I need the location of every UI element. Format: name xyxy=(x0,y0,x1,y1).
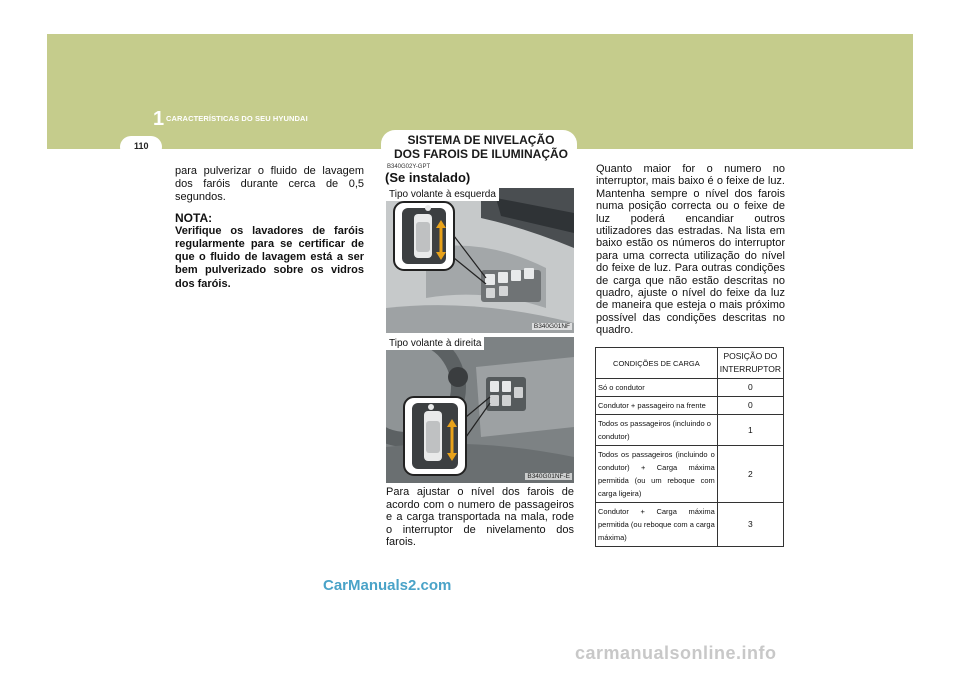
chapter-number: 1 xyxy=(153,108,165,130)
page-number: 110 xyxy=(134,141,149,151)
nota-text: Verifique os lavadores de faróis regularmente para se certificar de que o fluido de lavagem está a ser bem pulverizado sobre os vidros dos faróis. xyxy=(175,224,364,290)
section-title-line1: SISTEMA DE NIVELAÇÃO xyxy=(407,133,555,147)
figure2-code: B340G01NF-E xyxy=(527,473,570,480)
figure1-code: B340G01NF xyxy=(533,323,570,330)
row-condition: Todos os passageiros (incluindo o condutor) xyxy=(596,415,718,446)
figure-right-hand-drive xyxy=(386,337,574,483)
washer-paragraph: para pulverizar o fluido de lavagem dos faróis durante cerca de 0,5 segundos. xyxy=(175,165,364,204)
table-row xyxy=(596,397,784,415)
row-position: 0 xyxy=(717,397,783,415)
header-position-line2: INTERRUPTOR xyxy=(719,364,781,374)
section-title-line2: DOS FAROIS DE ILUMINAÇÃO xyxy=(393,147,568,161)
row-condition: Todos os passageiros (incluindo o condutor) + Carga máxima permitida (ou um reboque com carga ligeira) xyxy=(596,446,718,503)
nota-heading: NOTA: xyxy=(175,210,213,225)
figure1-label: Tipo volante à esquerda xyxy=(386,188,499,201)
figure2-label: Tipo volante à direita xyxy=(386,337,484,350)
row-condition: Condutor + passageiro na frente xyxy=(596,397,718,415)
row-position: 1 xyxy=(717,415,783,446)
table-row xyxy=(596,415,784,446)
load-conditions-table xyxy=(595,347,784,547)
section-title xyxy=(386,133,576,161)
header-position xyxy=(717,348,783,379)
chapter-title: CARACTERÍSTICAS DO SEU HYUNDAI xyxy=(166,114,308,123)
table-row xyxy=(596,503,784,547)
left-column xyxy=(175,165,364,291)
dashboard-illustration-1 xyxy=(386,188,574,333)
section-code: B340G02Y-GPT xyxy=(387,164,431,170)
header-condition: CONDIÇÕES DE CARGA xyxy=(596,348,718,379)
row-position: 3 xyxy=(717,503,783,547)
adjust-paragraph: Para ajustar o nível dos farois de acordo com o numero de passageiros e a carga transportada na mala, rode o interruptor de nivelamento dos farois. xyxy=(386,486,574,549)
row-condition: Condutor + Carga máxima permitida (ou reboque com a carga máxima) xyxy=(596,503,718,547)
row-position: 2 xyxy=(717,446,783,503)
figure-left-hand-drive xyxy=(386,188,574,333)
watermark-carmanualsonline[interactable]: carmanualsonline.info xyxy=(575,643,777,663)
dashboard-illustration-2 xyxy=(386,337,574,483)
table-row xyxy=(596,379,784,397)
watermark-carmanuals2[interactable]: CarManuals2.com xyxy=(323,577,452,594)
header-position-line1: POSIÇÃO DO xyxy=(723,351,778,361)
table-row xyxy=(596,446,784,503)
subtitle: (Se instalado) xyxy=(385,170,471,185)
right-column-paragraph: Quanto maior for o numero no interruptor, mais baixo é o feixe de luz. Mantenha sempre o nível dos farois numa posição correcta ou o feixe de luz poderá encandiar outros utilizadores das estradas. Na lista em baixo estão os números do interruptor para uma correcta utilização do nível do feixe de luz. Para outras condições de carga que não estão descritas no quadro, ajuste o nível do feixe da luz de maneira que esteja o mais próximo possível das condições descritas no quadro. xyxy=(596,163,785,337)
row-condition: Só o condutor xyxy=(596,379,718,397)
table-header-row xyxy=(596,348,784,379)
row-position: 0 xyxy=(717,379,783,397)
